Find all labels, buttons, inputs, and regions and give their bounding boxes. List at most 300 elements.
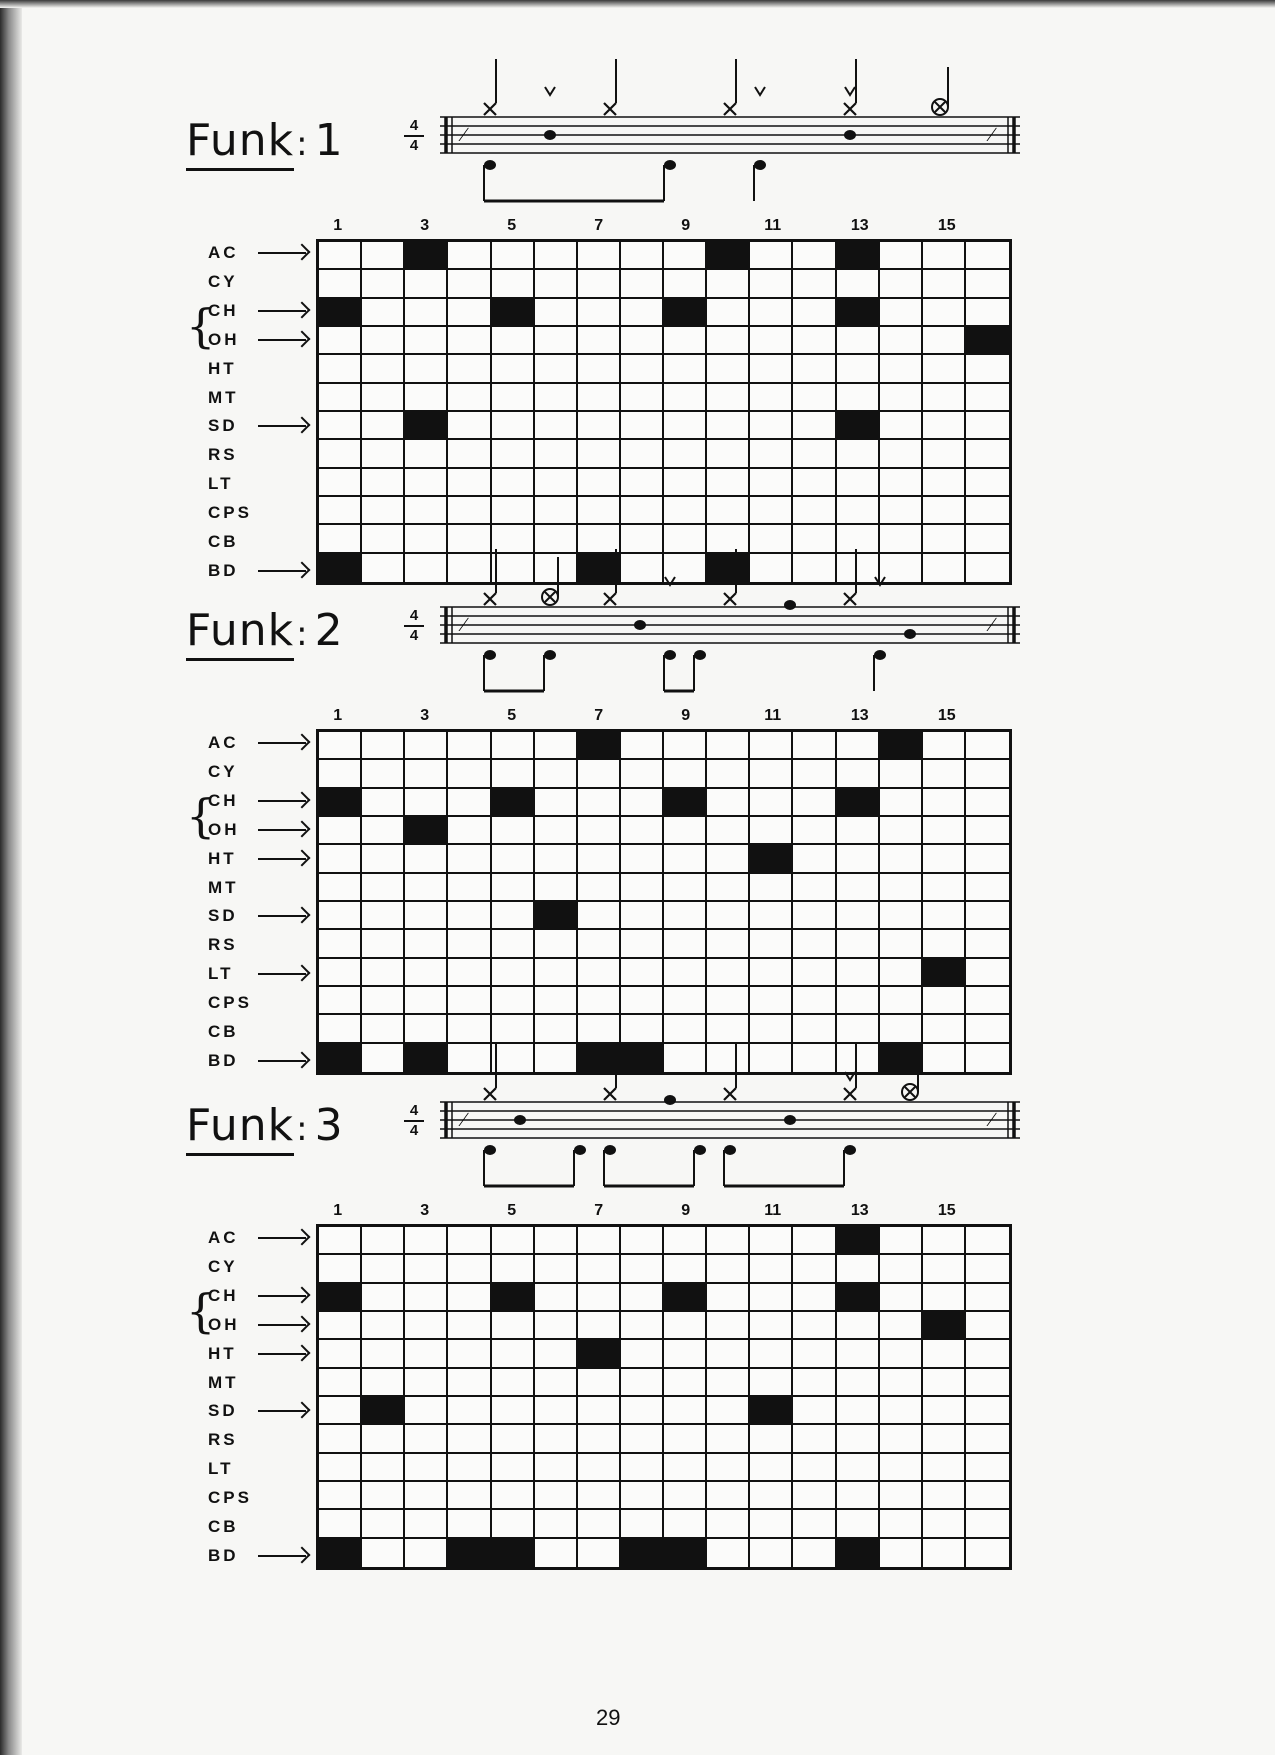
instrument-label-bd: BD — [208, 1545, 239, 1565]
step-cell — [448, 355, 491, 383]
step-cell — [707, 497, 750, 525]
instrument-labels — [186, 239, 316, 585]
step-cell — [750, 1255, 793, 1283]
step-cell — [793, 760, 836, 788]
step-cell — [923, 1397, 966, 1425]
step-number: 13 — [850, 707, 869, 724]
step-cell — [837, 270, 880, 298]
arrow-icon — [258, 425, 306, 427]
high-tom-note — [664, 1095, 676, 1105]
bass-drum-note — [664, 650, 676, 660]
step-cell — [492, 874, 535, 902]
step-number: 5 — [507, 1202, 517, 1219]
arrow-icon — [258, 973, 306, 975]
step-cell — [750, 1312, 793, 1340]
step-cell — [923, 1255, 966, 1283]
step-cell — [448, 1284, 491, 1312]
step-cell — [492, 1454, 535, 1482]
step-cell — [880, 412, 923, 440]
step-cell — [448, 1340, 491, 1368]
step-cell — [578, 355, 621, 383]
step-cell — [621, 355, 664, 383]
open-hihat-cross — [935, 102, 945, 112]
step-cell — [405, 732, 448, 760]
step-cell — [535, 1227, 578, 1255]
step-cell — [405, 789, 448, 817]
step-number: 7 — [594, 707, 604, 724]
step-cell — [362, 1312, 405, 1340]
step-cell — [837, 1397, 880, 1425]
step-cell — [405, 1340, 448, 1368]
step-cell — [966, 959, 1009, 987]
step-cell — [707, 412, 750, 440]
step-cell — [707, 732, 750, 760]
step-cell — [362, 355, 405, 383]
step-cell — [448, 930, 491, 958]
step-cell — [535, 1510, 578, 1538]
step-cell — [664, 270, 707, 298]
step-cell — [405, 1369, 448, 1397]
step-cell — [448, 384, 491, 412]
step-cell — [664, 469, 707, 497]
step-numbers — [316, 707, 1012, 729]
step-cell — [319, 1312, 362, 1340]
step-cell — [793, 327, 836, 355]
step-cell — [966, 1454, 1009, 1482]
step-cell — [319, 817, 362, 845]
step-cell — [793, 270, 836, 298]
step-cell-active — [448, 1539, 491, 1567]
step-cell — [880, 760, 923, 788]
step-cell — [793, 789, 836, 817]
step-cell — [707, 1425, 750, 1453]
step-cell — [923, 1482, 966, 1510]
step-cell — [362, 1510, 405, 1538]
step-cell — [966, 930, 1009, 958]
step-cell — [362, 497, 405, 525]
instrument-label-lt: LT — [208, 964, 234, 984]
step-cell — [362, 732, 405, 760]
step-cell — [837, 959, 880, 987]
bass-drum-note — [664, 160, 676, 170]
step-cell — [793, 1482, 836, 1510]
step-cell — [621, 384, 664, 412]
step-cell — [880, 1227, 923, 1255]
repeat-sign-start: ∕ — [462, 614, 466, 636]
step-cell — [362, 1340, 405, 1368]
step-cell — [793, 469, 836, 497]
step-cell — [923, 987, 966, 1015]
hihat-note — [484, 593, 496, 605]
step-cell — [362, 554, 405, 582]
step-cell — [578, 1539, 621, 1567]
instrument-label-cps: CPS — [208, 502, 252, 522]
step-cell — [923, 1284, 966, 1312]
step-cell — [837, 1340, 880, 1368]
bass-drum-note — [694, 650, 706, 660]
hihat-note — [604, 593, 616, 605]
step-cell — [492, 987, 535, 1015]
step-cell — [793, 299, 836, 327]
step-cell-active — [492, 1284, 535, 1312]
step-cell — [966, 874, 1009, 902]
step-cell — [448, 845, 491, 873]
bass-drum-note — [574, 1145, 586, 1155]
step-cell — [837, 497, 880, 525]
step-cell — [621, 902, 664, 930]
step-cell — [319, 525, 362, 553]
step-cell — [535, 1369, 578, 1397]
step-cell — [966, 1227, 1009, 1255]
step-sequencer-grid — [316, 1224, 1012, 1570]
step-cell — [578, 874, 621, 902]
step-cell — [621, 1482, 664, 1510]
step-cell — [362, 469, 405, 497]
step-cell — [664, 845, 707, 873]
step-cell — [448, 1397, 491, 1425]
step-cell — [750, 270, 793, 298]
step-cell — [750, 1539, 793, 1567]
step-cell — [966, 1312, 1009, 1340]
step-cell — [966, 902, 1009, 930]
step-cell — [923, 242, 966, 270]
step-cell — [535, 1539, 578, 1567]
step-cell — [535, 469, 578, 497]
step-cell — [405, 440, 448, 468]
step-cell — [405, 845, 448, 873]
step-cell — [837, 440, 880, 468]
step-cell — [578, 1284, 621, 1312]
step-sequencer-grid — [316, 729, 1012, 1075]
instrument-label-oh: OH — [208, 819, 240, 839]
step-cell — [492, 1255, 535, 1283]
step-cell — [966, 1510, 1009, 1538]
step-cell — [923, 1425, 966, 1453]
notation-staff — [409, 545, 1020, 695]
step-cell — [966, 384, 1009, 412]
step-cell — [837, 327, 880, 355]
step-cell — [492, 732, 535, 760]
step-cell — [707, 1482, 750, 1510]
step-cell — [707, 789, 750, 817]
step-cell — [664, 1255, 707, 1283]
pattern-title-number: 2 — [314, 605, 344, 656]
step-cell-active — [664, 299, 707, 327]
instrument-label-oh: OH — [208, 1314, 240, 1334]
instrument-label-rs: RS — [208, 935, 238, 955]
pattern-title-number: 1 — [314, 115, 344, 166]
step-cell — [923, 874, 966, 902]
step-cell — [923, 355, 966, 383]
step-cell — [535, 732, 578, 760]
step-cell — [319, 355, 362, 383]
step-cell — [664, 355, 707, 383]
step-cell — [880, 1312, 923, 1340]
bass-drum-note — [724, 1145, 736, 1155]
step-cell — [448, 902, 491, 930]
step-cell — [621, 1284, 664, 1312]
step-cell — [880, 270, 923, 298]
step-cell — [578, 497, 621, 525]
step-cell — [923, 497, 966, 525]
step-cell — [664, 987, 707, 1015]
step-cell-active — [492, 1539, 535, 1567]
step-cell — [837, 1425, 880, 1453]
hihat-note — [724, 593, 736, 605]
step-cell — [880, 874, 923, 902]
step-cell-active — [492, 299, 535, 327]
step-cell — [621, 845, 664, 873]
step-cell-active — [837, 1284, 880, 1312]
step-cell — [319, 497, 362, 525]
step-cell — [707, 902, 750, 930]
step-cell — [880, 1510, 923, 1538]
step-cell — [362, 1015, 405, 1043]
step-cell — [966, 760, 1009, 788]
step-cell — [750, 789, 793, 817]
step-cell — [448, 327, 491, 355]
step-cell — [837, 874, 880, 902]
step-cell — [492, 1397, 535, 1425]
low-tom-note — [904, 629, 916, 639]
accent-mark — [845, 1072, 855, 1080]
step-cell — [750, 1425, 793, 1453]
instrument-label-mt: MT — [208, 1372, 239, 1392]
step-cell — [966, 1425, 1009, 1453]
step-cell — [707, 959, 750, 987]
step-cell — [837, 902, 880, 930]
step-cell — [319, 440, 362, 468]
accent-mark — [875, 577, 885, 585]
snare-note — [634, 620, 646, 630]
step-cell — [492, 1425, 535, 1453]
step-cell — [793, 412, 836, 440]
step-cell — [880, 440, 923, 468]
step-number: 1 — [333, 707, 343, 724]
instrument-labels — [186, 1224, 316, 1570]
step-cell — [405, 270, 448, 298]
notation-staff — [409, 1040, 1020, 1190]
step-cell — [707, 987, 750, 1015]
step-cell — [793, 817, 836, 845]
step-cell — [923, 1510, 966, 1538]
bass-drum-note — [484, 1145, 496, 1155]
step-cell — [535, 355, 578, 383]
instrument-label-sd: SD — [208, 1401, 238, 1421]
step-cell — [578, 469, 621, 497]
step-cell — [448, 732, 491, 760]
step-cell — [362, 1425, 405, 1453]
step-cell — [405, 902, 448, 930]
step-cell — [923, 845, 966, 873]
step-cell — [362, 327, 405, 355]
pattern-title — [186, 605, 344, 656]
step-cell — [362, 1454, 405, 1482]
step-cell — [578, 1369, 621, 1397]
step-cell — [664, 497, 707, 525]
arrow-icon — [258, 915, 306, 917]
step-cell — [362, 1227, 405, 1255]
step-cell — [966, 355, 1009, 383]
arrow-icon — [258, 339, 306, 341]
repeat-sign-start: ∕ — [462, 1109, 466, 1131]
instrument-label-ch: CH — [208, 791, 239, 811]
step-cell — [750, 1454, 793, 1482]
step-cell — [793, 845, 836, 873]
step-cell — [319, 1510, 362, 1538]
step-cell — [578, 1312, 621, 1340]
step-cell — [405, 1510, 448, 1538]
step-cell — [664, 384, 707, 412]
step-cell — [750, 959, 793, 987]
step-cell — [750, 355, 793, 383]
step-cell — [492, 327, 535, 355]
repeat-sign-end: ∕ — [990, 614, 994, 636]
step-cell — [621, 299, 664, 327]
step-cell — [621, 1369, 664, 1397]
step-cell — [750, 930, 793, 958]
step-cell — [362, 987, 405, 1015]
step-cell — [578, 959, 621, 987]
step-cell — [837, 1510, 880, 1538]
hihat-brace: { — [186, 298, 216, 353]
repeat-sign-end: ∕ — [990, 1109, 994, 1131]
step-cell — [362, 412, 405, 440]
repeat-sign-start: ∕ — [462, 124, 466, 146]
arrow-icon — [258, 570, 306, 572]
step-cell — [793, 1510, 836, 1538]
hihat-note — [604, 103, 616, 115]
hihat-note — [844, 103, 856, 115]
step-cell-active — [362, 1397, 405, 1425]
instrument-label-ac: AC — [208, 733, 239, 753]
step-cell — [923, 440, 966, 468]
pattern-title — [186, 115, 344, 166]
hihat-note — [844, 1088, 856, 1100]
step-cell — [319, 987, 362, 1015]
step-cell — [319, 1397, 362, 1425]
step-cell — [362, 299, 405, 327]
instrument-label-rs: RS — [208, 445, 238, 465]
step-cell — [535, 242, 578, 270]
time-signature — [404, 607, 424, 645]
step-cell — [750, 1227, 793, 1255]
step-cell — [750, 327, 793, 355]
step-cell — [492, 497, 535, 525]
step-cell — [880, 817, 923, 845]
step-cell — [707, 1312, 750, 1340]
step-cell — [578, 327, 621, 355]
step-cell — [362, 270, 405, 298]
step-cell — [405, 1539, 448, 1567]
step-cell — [578, 902, 621, 930]
step-cell — [535, 384, 578, 412]
step-number: 5 — [507, 707, 517, 724]
step-cell — [405, 987, 448, 1015]
step-cell-active — [319, 789, 362, 817]
step-cell — [535, 959, 578, 987]
instrument-label-cy: CY — [208, 762, 238, 782]
step-cell — [535, 1284, 578, 1312]
step-cell — [319, 1227, 362, 1255]
step-cell — [793, 1425, 836, 1453]
step-cell — [707, 1510, 750, 1538]
step-cell — [492, 469, 535, 497]
step-cell — [319, 930, 362, 958]
step-cell — [664, 874, 707, 902]
step-cell — [837, 817, 880, 845]
step-cell — [621, 1227, 664, 1255]
step-cell — [578, 384, 621, 412]
step-cell — [492, 930, 535, 958]
step-cell — [707, 1454, 750, 1482]
step-cell — [923, 412, 966, 440]
snare-note — [844, 130, 856, 140]
step-cell — [448, 270, 491, 298]
step-cell — [664, 1397, 707, 1425]
step-cell — [362, 440, 405, 468]
step-cell-active — [319, 299, 362, 327]
open-hihat-cross — [545, 592, 555, 602]
step-cell — [664, 1425, 707, 1453]
step-cell-active — [319, 554, 362, 582]
pattern-title-separator: : — [296, 1109, 309, 1149]
step-cell — [405, 497, 448, 525]
step-cell — [664, 1369, 707, 1397]
snare-note — [784, 1115, 796, 1125]
step-cell — [319, 1015, 362, 1043]
step-cell — [492, 817, 535, 845]
time-signature — [404, 117, 424, 155]
step-cell — [923, 930, 966, 958]
instrument-label-ac: AC — [208, 243, 239, 263]
step-cell — [362, 874, 405, 902]
step-cell — [405, 1454, 448, 1482]
step-cell — [664, 817, 707, 845]
high-tom-note — [784, 600, 796, 610]
repeat-sign-end: ∕ — [990, 124, 994, 146]
step-cell — [923, 299, 966, 327]
step-cell — [837, 760, 880, 788]
step-cell — [578, 299, 621, 327]
time-signature-top: 4 — [404, 117, 424, 137]
instrument-label-ht: HT — [208, 358, 237, 378]
step-cell — [362, 789, 405, 817]
step-cell — [837, 1482, 880, 1510]
step-cell-active — [966, 327, 1009, 355]
hihat-brace: { — [186, 1283, 216, 1338]
step-cell — [448, 1454, 491, 1482]
step-cell — [707, 440, 750, 468]
step-cell — [707, 760, 750, 788]
step-cell — [621, 270, 664, 298]
step-numbers — [316, 1202, 1012, 1224]
step-cell — [880, 469, 923, 497]
step-cell — [793, 987, 836, 1015]
pattern-title-separator: : — [296, 124, 309, 164]
step-cell — [621, 789, 664, 817]
step-cell — [362, 845, 405, 873]
step-cell — [362, 1482, 405, 1510]
step-cell — [793, 902, 836, 930]
step-cell — [750, 1340, 793, 1368]
step-number: 9 — [681, 1202, 691, 1219]
step-cell — [750, 440, 793, 468]
step-cell — [880, 497, 923, 525]
step-cell — [362, 1369, 405, 1397]
step-cell — [448, 412, 491, 440]
step-cell — [448, 817, 491, 845]
